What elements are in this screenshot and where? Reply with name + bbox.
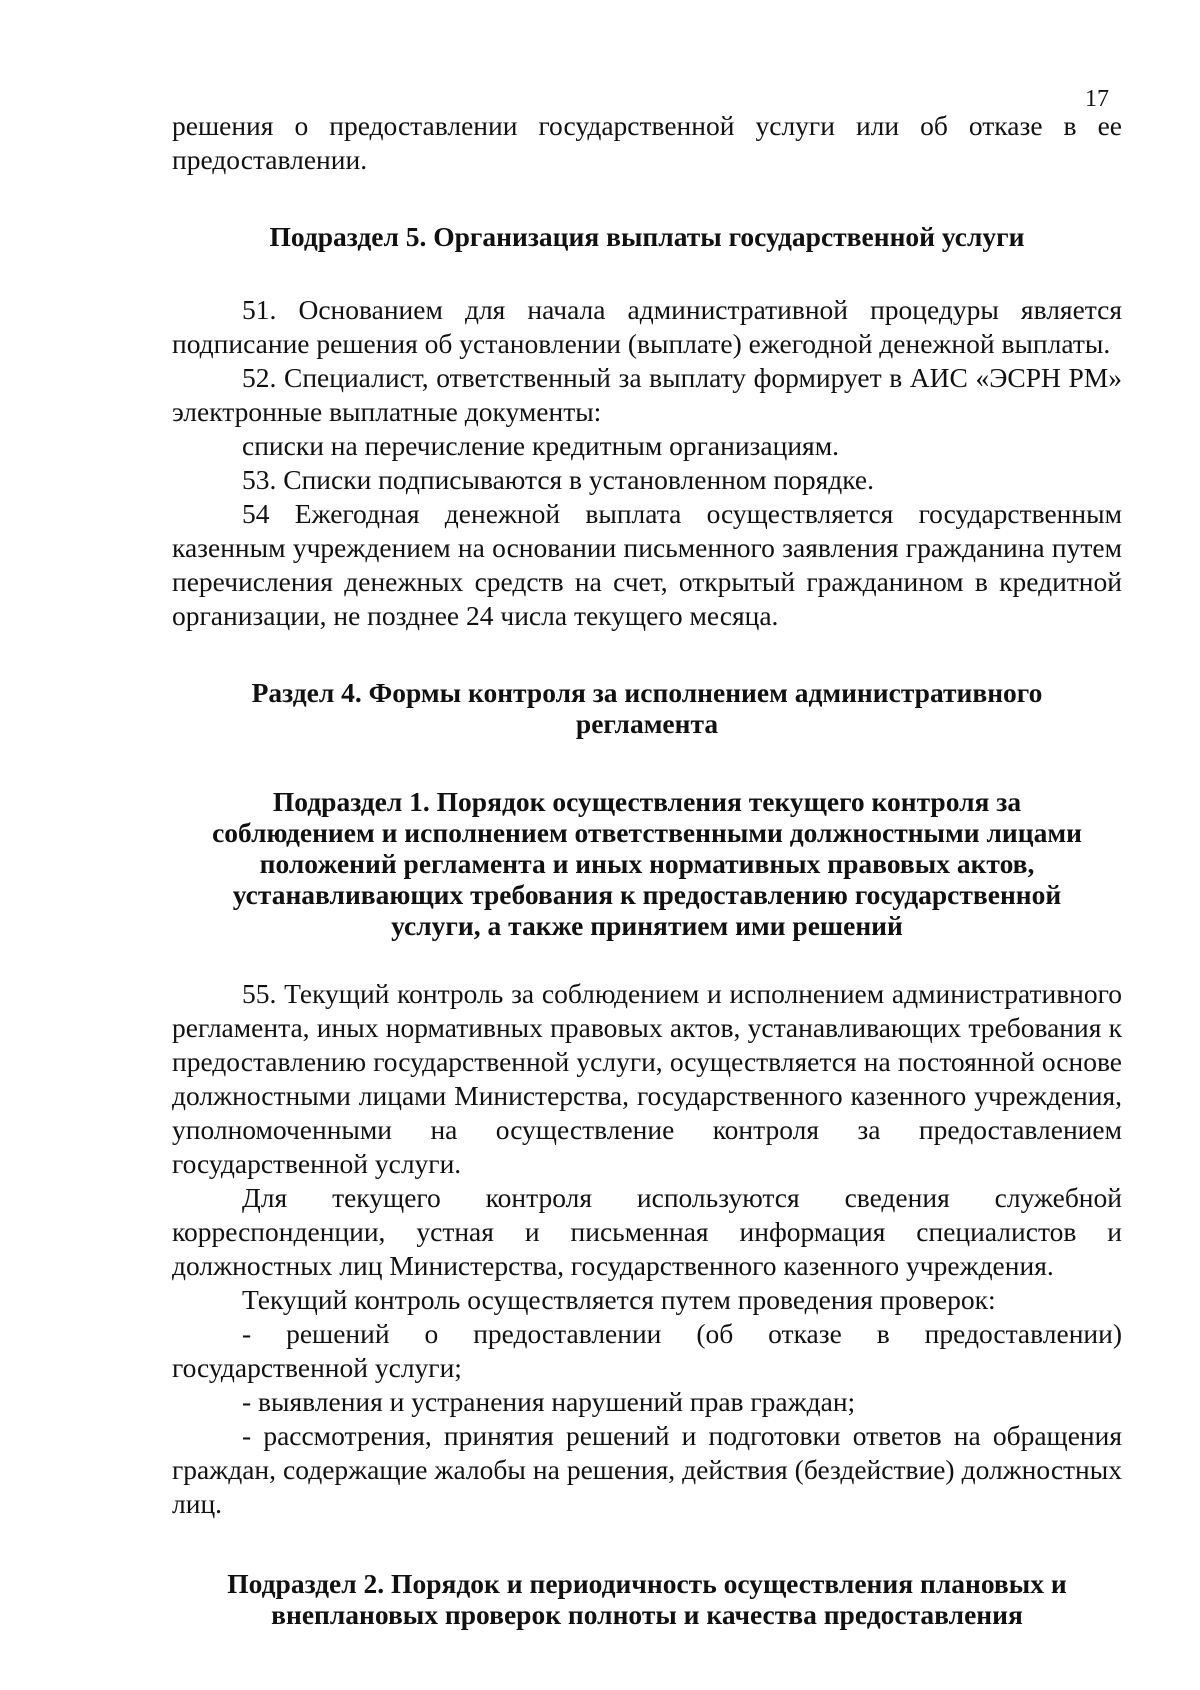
- paragraph-55-info: Для текущего контроля используются сведения служебной корреспонденции, устная и письменная информация специалистов и должностных лиц Министерства, государственного казенного учреждения.: [172, 1182, 1122, 1281]
- heading-subsection-2-line-1: Подраздел 2. Порядок и периодичность осуществления плановых и: [227, 1568, 1067, 1599]
- heading-subsection-5: [172, 221, 1122, 252]
- heading-section-4-line-2: регламента: [575, 708, 719, 739]
- paragraph-52-list: списки на перечисление кредитным организациям.: [242, 430, 839, 461]
- paragraph-52: 52. Специалист, ответственный за выплату формирует в АИС «ЭСРН РМ» электронные выплатные документы:: [172, 362, 1122, 427]
- heading-subsection-1-line-2: соблюдением и исполнением ответственными должностными лицами: [212, 817, 1082, 848]
- document-body: [172, 109, 1122, 1630]
- paragraph-intro: решения о предоставлении государственной услуги или об отказе в ее предоставлении.: [172, 110, 1122, 175]
- heading-section-4-line-1: Раздел 4. Формы контроля за исполнением административного: [251, 677, 1043, 708]
- list-item-appeals: - рассмотрения, принятия решений и подготовки ответов на обращения граждан, содержащие жалобы на решения, действия (бездействие) должностных лиц.: [172, 1420, 1122, 1519]
- page-number: 17: [1085, 86, 1109, 112]
- heading-subsection-1-line-5: услуги, а также принятием ими решений: [391, 910, 903, 941]
- heading-subsection-1-line-1: Подраздел 1. Порядок осуществления текущего контроля за: [272, 786, 1022, 817]
- list-item-decisions: - решений о предоставлении (об отказе в предоставлении) государственной услуги;: [172, 1318, 1122, 1383]
- heading-section-4: [172, 677, 1122, 739]
- paragraph-51: 51. Основанием для начала административной процедуры является подписание решения об установлении (выплате) ежегодной денежной выплаты.: [172, 294, 1122, 359]
- paragraph-53: 53. Списки подписываются в установленном порядке.: [242, 464, 875, 495]
- heading-subsection-1-line-4: устанавливающих требования к предоставлению государственной: [232, 879, 1062, 910]
- heading-subsection-1-line-3: положений регламента и иных нормативных правовых актов,: [259, 848, 1035, 879]
- paragraph-55: 55. Текущий контроль за соблюдением и исполнением административного регламента, иных нормативных правовых актов, устанавливающих требования к предоставлению государственной услуги, осуществляется на постоянной основе должностными лицами Министерства, государственного казенного учреждения, уполномоченными на осуществление контроля за предоставлением государственной услуги.: [172, 978, 1122, 1179]
- paragraph-54: 54 Ежегодная денежной выплата осуществляется государственным казенным учреждением на основании письменного заявления гражданина путем перечисления денежных средств на счет, открытый гражданином в кредитной организации, не позднее 24 числа текущего месяца.: [172, 498, 1122, 631]
- heading-subsection-5-text: Подраздел 5. Организация выплаты государственной услуги: [269, 221, 1025, 252]
- heading-subsection-2: [172, 1568, 1122, 1630]
- heading-subsection-2-line-2: внеплановых проверок полноты и качества предоставления: [271, 1599, 1023, 1630]
- list-item-violations: - выявления и устранения нарушений прав граждан;: [242, 1386, 856, 1417]
- heading-subsection-1: [172, 786, 1122, 941]
- paragraph-55-checks: Текущий контроль осуществляется путем проведения проверок:: [242, 1284, 996, 1315]
